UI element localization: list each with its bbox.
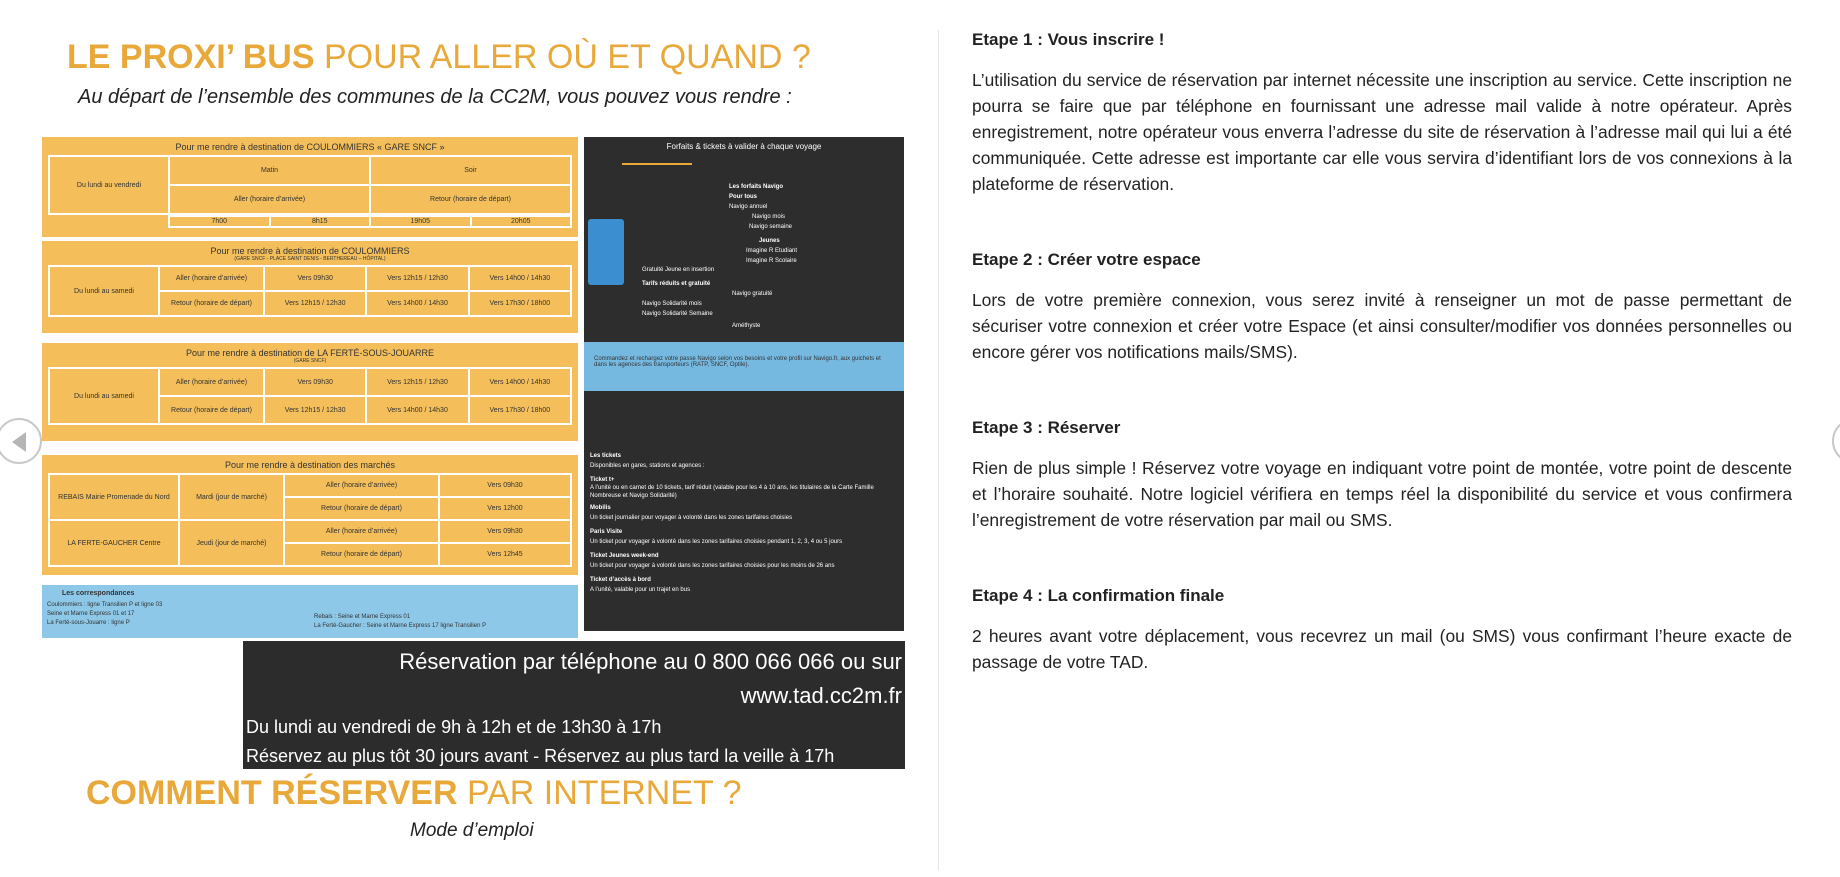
navigo-info-bar: Commandez et rechargez votre passe Navigo selon vos besoins et votre profil sur Navigo.fr, aux guichets et dans les agences des transporteurs (RATP, SNCF, Optile). — [584, 342, 904, 391]
ticket-name: Ticket d’accès à bord — [590, 577, 651, 583]
time-cell: Vers 09h30 — [264, 368, 366, 396]
time-cell: Vers 14h00 / 14h30 — [366, 291, 468, 316]
place-cell: LA FERTE-GAUCHER Centre — [49, 520, 179, 566]
forfait-item: Navigo gratuité — [732, 291, 773, 297]
tarifs-label: Tarifs réduits et gratuité — [642, 281, 711, 287]
place-cell: REBAIS Mairie Promenade du Nord — [49, 474, 179, 520]
aller-cell: Aller (horaire d’arrivée) — [159, 266, 264, 291]
corr-item: Rebais : Seine et Marne Express 01 — [314, 614, 411, 620]
forfait-item: Navigo semaine — [749, 224, 793, 230]
time-cell: Vers 12h15 / 12h30 — [366, 368, 468, 396]
timetable-subtitle: (GARE SNCF - PLACE SAINT DENIS - BERTHEREAU – HÔPITAL) — [234, 256, 386, 262]
day-cell: Jeudi (jour de marché) — [179, 520, 284, 566]
pour-tous-label: Pour tous — [729, 194, 757, 200]
title-underline — [622, 163, 692, 165]
timetable-title: Pour me rendre à destination des marchés — [224, 460, 396, 470]
tickets-dispo: Disponibles en gares, stations et agences : — [590, 463, 705, 469]
brochure-image — [42, 137, 904, 637]
time-cell: Vers 12h00 — [439, 497, 571, 520]
step-text: 2 heures avant votre déplacement, vous recevrez un mail (ou SMS) vous confirmant l’heure exacte de passage de votre TAD. — [972, 626, 1792, 672]
forfait-item: Navigo annuel — [729, 204, 768, 210]
soir-cell: Soir — [370, 156, 571, 185]
ticket-name: Ticket t+ — [590, 477, 615, 483]
forfaits-column — [584, 137, 904, 631]
timetable-title: Pour me rendre à destination de LA FERTÉ-SOUS-JOUARRE — [186, 348, 434, 358]
ticket-desc: Un ticket pour voyager à volonté dans les zones tarifaires choisies pendant 1, 2, 3, 4 ou 5 jours — [590, 539, 843, 545]
aller-cell: Aller (horaire d’arrivée) — [284, 474, 439, 497]
step-title: Etape 3 : Réserver — [972, 418, 1121, 437]
corr-item: Seine et Marne Express 01 et 17 — [47, 611, 135, 617]
time-cell: 7h00 — [169, 216, 270, 227]
days-cell: Du lundi au samedi — [49, 368, 159, 424]
step-title: Etape 4 : La confirmation finale — [972, 586, 1225, 605]
ticket-desc: A l’unité ou en carnet de 10 tickets, tarif réduit (valable pour les 4 à 10 ans, les titulaires de la Carte Famille Nombreuse et Navigo Solidarité) — [590, 485, 874, 499]
time-cell: Vers 12h45 — [439, 543, 571, 566]
step-text: Lors de votre première connexion, vous serez invité à renseigner un mot de passe permettant de sécuriser votre connexion et créer votre Espace (et ainsi consulter/modifier vos données personnelles ou encore gérer vos notifications mails/SMS). — [972, 290, 1792, 362]
timetable-title: Pour me rendre à destination de COULOMMIERS — [210, 246, 410, 256]
jeunes-label: Jeunes — [759, 238, 780, 244]
time-cell: Vers 09h30 — [439, 520, 571, 543]
time-cell: Vers 17h30 / 18h00 — [469, 291, 571, 316]
title-bold: COMMENT RÉSERVER — [86, 774, 458, 812]
chevron-right-icon[interactable] — [1832, 418, 1840, 464]
retour-cell: Retour (horaire de départ) — [370, 185, 571, 214]
reservation-box — [243, 641, 905, 769]
forfait-item: Imagine R Etudiant — [746, 248, 798, 254]
reservation-phone: Réservation par téléphone au 0 800 066 066 ou sur — [399, 649, 902, 674]
correspondances-box — [42, 585, 578, 638]
forfait-item: Navigo Solidarité Semaine — [642, 311, 713, 317]
forfait-item: Gratuité Jeune en insertion — [642, 267, 715, 273]
time-cell: Vers 09h30 — [439, 474, 571, 497]
step-4 — [972, 586, 1792, 675]
time-cell: Vers 09h30 — [264, 266, 366, 291]
forfaits-title: Forfaits & tickets à valider à chaque voyage — [666, 142, 822, 151]
timetable-times — [168, 215, 572, 228]
section-subtitle: Mode d’emploi — [410, 820, 534, 841]
corr-item: Coulommiers : ligne Transilien P et ligne 03 — [47, 602, 163, 608]
day-cell: Mardi (jour de marché) — [179, 474, 284, 520]
retour-cell: Retour (horaire de départ) — [159, 396, 264, 424]
aller-cell: Aller (horaire d’arrivée) — [169, 185, 370, 214]
title-rest: PAR INTERNET ? — [457, 774, 742, 812]
days-cell: Du lundi au vendredi — [49, 156, 169, 214]
time-cell: 19h05 — [370, 216, 471, 227]
corr-title: Les correspondances — [62, 590, 135, 597]
reservation-hours: Du lundi au vendredi de 9h à 12h et de 13h30 à 17h — [246, 717, 662, 737]
timetable-coulommiers — [42, 241, 578, 333]
step-title: Etape 2 : Créer votre espace — [972, 250, 1201, 269]
timetable-grid — [48, 155, 572, 215]
ticket-name: Ticket Jeunes week-end — [590, 553, 659, 559]
timetable-grid — [48, 473, 572, 567]
days-cell: Du lundi au samedi — [49, 266, 159, 316]
timetable-ferte-sous-jouarre — [42, 343, 578, 441]
ticket-desc: A l’unité, valable pour un trajet en bus — [590, 587, 691, 593]
aller-cell: Aller (horaire d’arrivée) — [284, 520, 439, 543]
ticket-name: Paris Visite — [590, 529, 623, 535]
forfait-item: Imagine R Scolaire — [746, 258, 797, 264]
forfait-item: Améthyste — [732, 323, 761, 329]
matin-cell: Matin — [169, 156, 370, 185]
time-cell: Vers 14h00 / 14h30 — [469, 368, 571, 396]
timetable-grid — [48, 367, 572, 425]
tickets-heading: Les tickets — [590, 453, 622, 459]
timetable-coulommiers-gare — [42, 137, 578, 237]
corr-item: La Ferté-sous-Jouarre : ligne P — [47, 620, 130, 626]
retour-cell: Retour (horaire de départ) — [284, 543, 439, 566]
page-title — [67, 30, 910, 84]
navigo-card-icon — [588, 219, 624, 285]
time-cell: Vers 14h00 / 14h30 — [469, 266, 571, 291]
section-title — [86, 768, 742, 818]
ticket-name: Mobilis — [590, 505, 611, 511]
forfaits-heading: Les forfaits Navigo — [729, 184, 784, 190]
title-rest: POUR ALLER OÙ ET QUAND ? — [314, 38, 811, 76]
title-bold: LE PROXI’ BUS — [67, 38, 315, 76]
left-page — [40, 30, 910, 109]
step-3 — [972, 418, 1792, 533]
timetable-subtitle: (GARE SNCF) — [293, 358, 327, 364]
timetable-grid — [48, 265, 572, 317]
time-cell: Vers 12h15 / 12h30 — [366, 266, 468, 291]
page-subtitle: Au départ de l’ensemble des communes de la CC2M, vous pouvez vous rendre : — [78, 86, 792, 108]
step-1 — [972, 30, 1792, 197]
timetable-marches — [42, 455, 578, 575]
time-cell: Vers 17h30 / 18h00 — [469, 396, 571, 424]
time-cell: Vers 12h15 / 12h30 — [264, 396, 366, 424]
step-text: Rien de plus simple ! Réservez votre voyage en indiquant votre point de montée, votre point de descente et l’horaire souhaité. Notre logiciel vérifiera en temps réel la disponibilité du service et vous confirmera l’enregistrement de votre réservation par mail ou SMS. — [972, 458, 1792, 530]
time-cell: Vers 14h00 / 14h30 — [366, 396, 468, 424]
step-2 — [972, 250, 1792, 365]
page-divider — [938, 30, 939, 870]
time-cell: 8h15 — [270, 216, 371, 227]
ticket-desc: Un ticket pour voyager à volonté dans les zones tarifaires choisies pour les moins de 26 ans — [590, 563, 835, 569]
corr-item: La Ferté-Gaucher : Seine et Marne Express 17 ligne Transilien P — [314, 623, 487, 629]
timetable-title: Pour me rendre à destination de COULOMMIERS « GARE SNCF » — [175, 142, 445, 152]
step-title: Etape 1 : Vous inscrire ! — [972, 30, 1165, 49]
reservation-website: www.tad.cc2m.fr — [740, 683, 902, 708]
retour-cell: Retour (horaire de départ) — [159, 291, 264, 316]
time-cell: 20h05 — [471, 216, 572, 227]
reservation-deadline: Réservez au plus tôt 30 jours avant - Réservez au plus tard la veille à 17h — [246, 746, 835, 766]
step-text: L’utilisation du service de réservation par internet nécessite une inscription au service. Cette inscription ne pourra se faire que par téléphone en fournissant une adresse mail valide à notre opérateur. Après enregistrement, notre opérateur vous enverra l’adresse du site de réservation à l’adresse mail qui lui a été communiquée. Cette adresse est importante car elle vous servira d’identifiant lors de vos connexions à la plateforme de réservation. — [972, 70, 1792, 194]
chevron-left-icon[interactable] — [0, 418, 42, 464]
ticket-desc: Un ticket journalier pour voyager à volonté dans les zones tarifaires choisies — [590, 515, 793, 521]
forfait-item: Navigo Solidarité mois — [642, 301, 702, 307]
forfait-item: Navigo mois — [752, 214, 786, 220]
aller-cell: Aller (horaire d’arrivée) — [159, 368, 264, 396]
corr-right — [314, 613, 486, 631]
corr-left — [47, 601, 162, 628]
time-cell: Vers 12h15 / 12h30 — [264, 291, 366, 316]
retour-cell: Retour (horaire de départ) — [284, 497, 439, 520]
